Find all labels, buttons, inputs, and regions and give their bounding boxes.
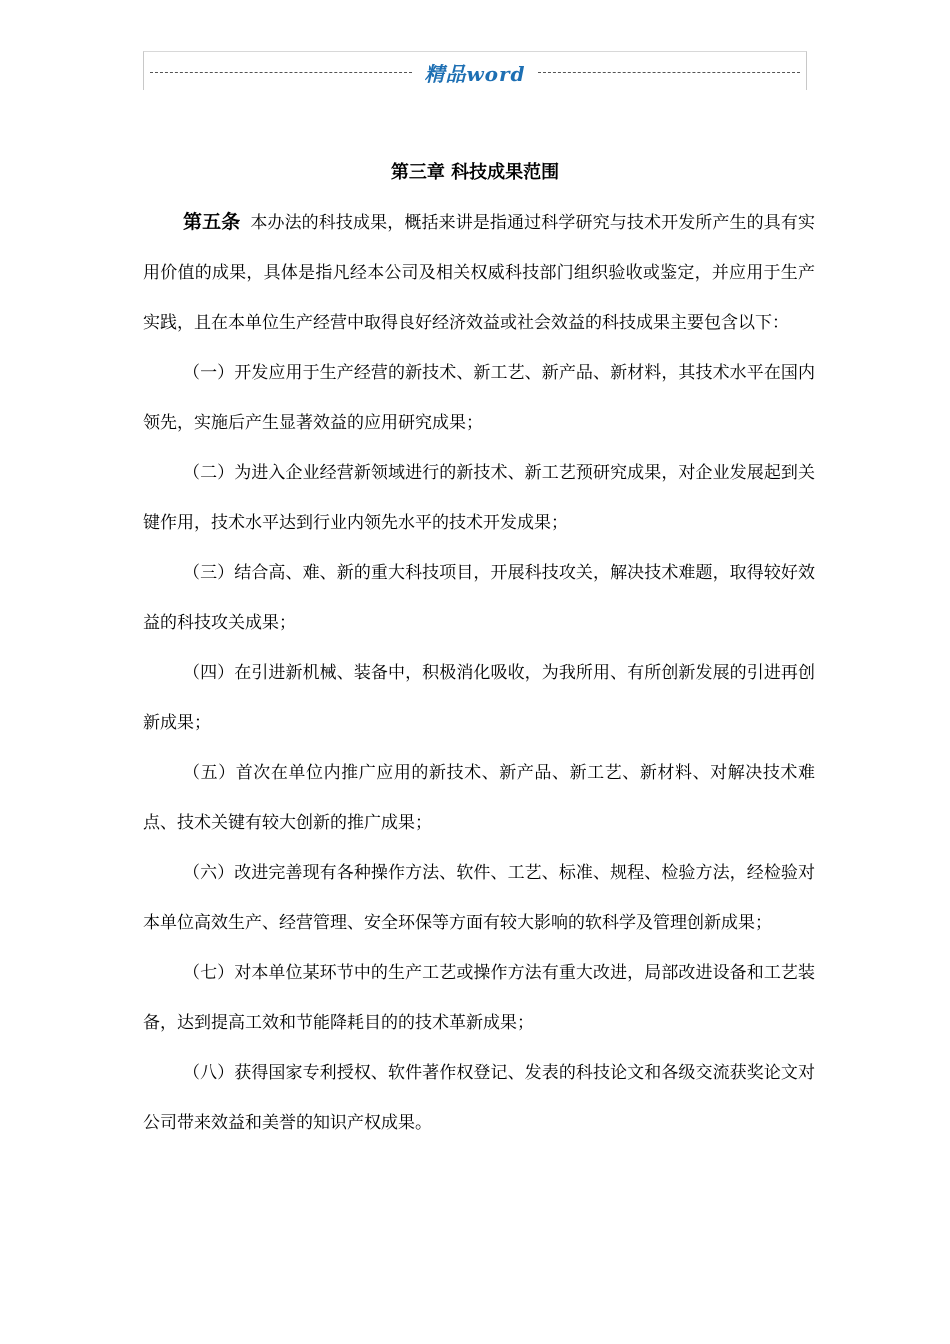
page-header (143, 51, 807, 90)
article-paragraph (143, 197, 815, 348)
list-item: （三）结合高、难、新的重大科技项目，开展科技攻关，解决技术难题，取得较好效益的科技攻关成果； (143, 563, 815, 633)
list-item: （八）获得国家专利授权、软件著作权登记、发表的科技论文和各级交流获奖论文对公司带来效益和美誉的知识产权成果。 (143, 1063, 815, 1133)
header-logo-text: 精品word (418, 62, 531, 86)
document-body (143, 197, 815, 1148)
article-number: 第五条 (183, 211, 241, 233)
list-item: （四）在引进新机械、装备中，积极消化吸收，为我所用、有所创新发展的引进再创新成果； (143, 663, 815, 733)
list-item: （一）开发应用于生产经营的新技术、新工艺、新产品、新材料，其技术水平在国内领先，实施后产生显著效益的应用研究成果； (143, 363, 815, 433)
list-item: （二）为进入企业经营新领域进行的新技术、新工艺预研究成果，对企业发展起到关键作用，技术水平达到行业内领先水平的技术开发成果； (143, 463, 815, 533)
chapter-title: 第三章 科技成果范围 (390, 162, 560, 183)
article-text: 本办法的科技成果，概括来讲是指通过科学研究与技术开发所产生的具有实用价值的成果，具体是指凡经本公司及相关权威科技部门组织验收或鉴定，并应用于生产实践，且在本单位生产经营中取得良好经济效益或社会效益的科技成果主要包含以下： (143, 213, 815, 333)
list-item: （五）首次在单位内推广应用的新技术、新产品、新工艺、新材料、对解决技术难点、技术关键有较大创新的推广成果； (143, 763, 815, 833)
list-item: （六）改进完善现有各种操作方法、软件、工艺、标准、规程、检验方法，经检验对本单位高效生产、经营管理、安全环保等方面有较大影响的软科学及管理创新成果； (143, 863, 815, 933)
list-item: （七）对本单位某环节中的生产工艺或操作方法有重大改进，局部改进设备和工艺装备，达到提高工效和节能降耗目的的技术革新成果； (143, 963, 815, 1033)
header-logo (144, 58, 806, 87)
